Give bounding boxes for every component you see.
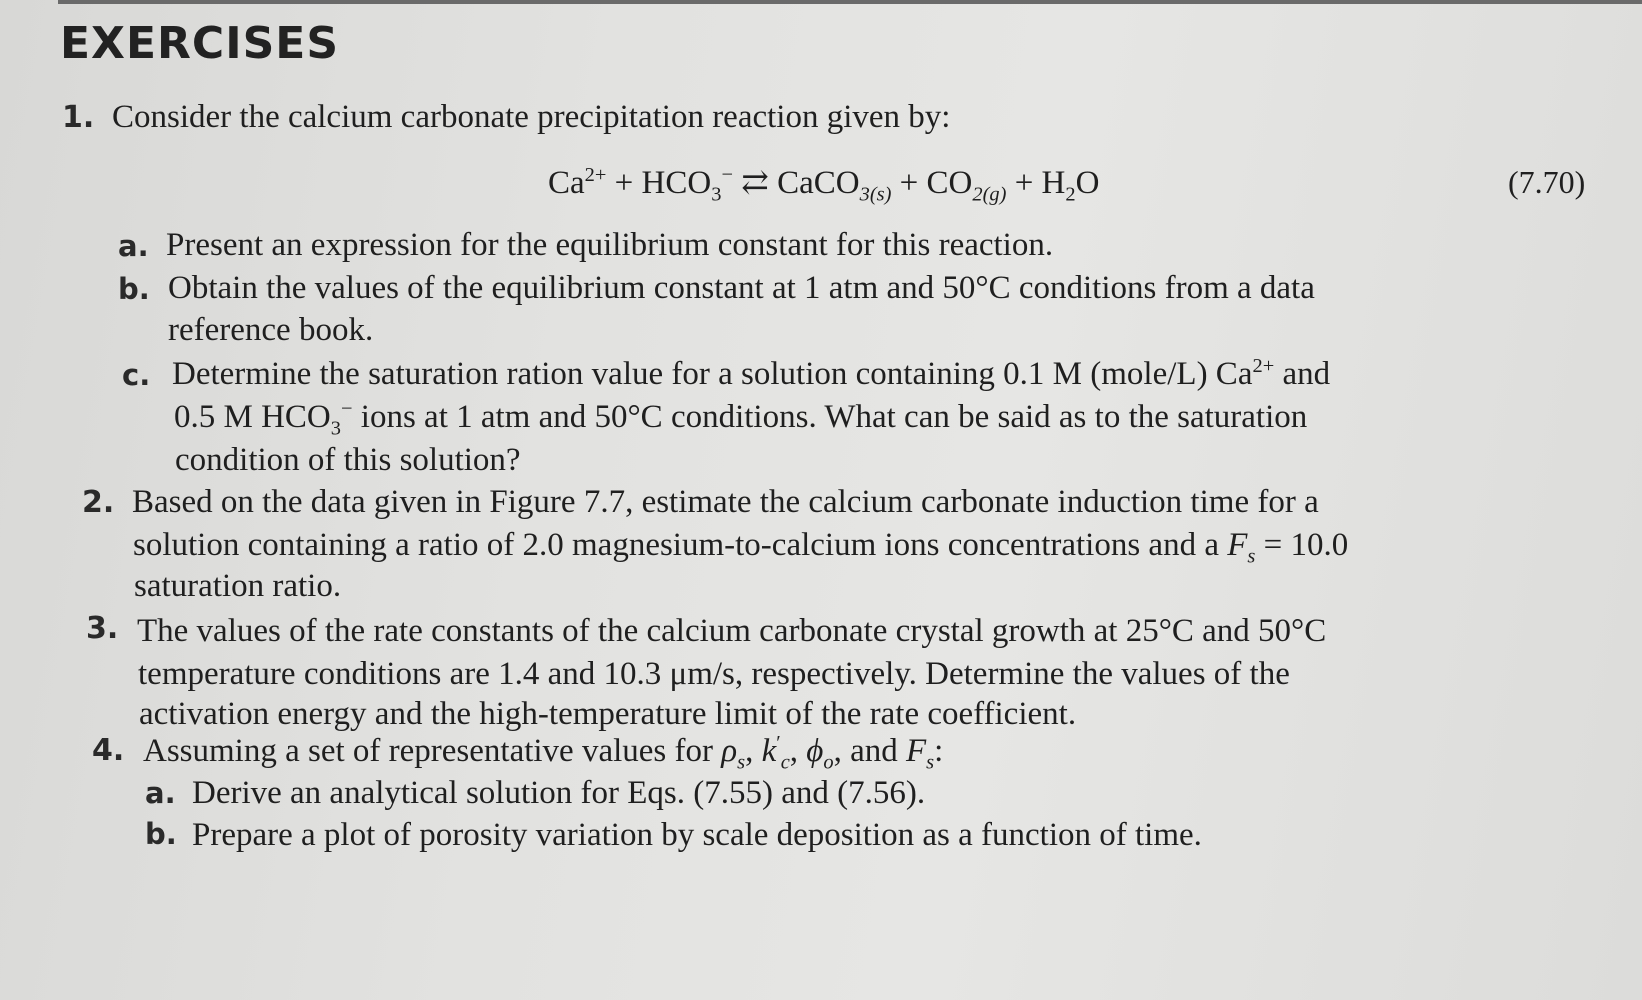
- reaction-equation: $Ca^{2+} + HCO_3^-$ ⇄ CaCO$_{3(s)}$ + $CO_{2(g)} + H_2O$: [548, 164, 1100, 206]
- q4a-text: Derive an analytical solution for Eqs. (7.55) and (7.56).: [192, 775, 926, 811]
- q2-line3: saturation ratio.: [134, 568, 342, 604]
- q3-line3: activation energy and the high-temperature limit of the rate coefficient.: [139, 696, 1077, 732]
- q4-number: 4.: [92, 733, 125, 768]
- q2-line2: solution containing a ratio of 2.0 magnesium-to-calcium ions concentrations and a $F_s = 10.0$: [133, 527, 1349, 568]
- q1c-line2: 0.5 M $HCO_3^-$ ions at 1 atm and 50°C conditions. What can be said as to the saturation: [174, 398, 1308, 440]
- q2-number: 2.: [82, 485, 115, 520]
- q1-text: Consider the calcium carbonate precipitation reaction given by:: [112, 99, 951, 135]
- q4a-label: a.: [145, 776, 176, 810]
- q4b-label: b.: [145, 817, 177, 851]
- q1c-line3: condition of this solution?: [175, 442, 521, 478]
- q1b-label: b.: [118, 272, 150, 306]
- top-rule: [58, 0, 1642, 4]
- q1a-text: Present an expression for the equilibrium constant for this reaction.: [166, 227, 1054, 263]
- q3-line1: The values of the rate constants of the calcium carbonate crystal growth at 25°C and 50°C: [137, 613, 1327, 649]
- q1c-label: c.: [122, 358, 151, 392]
- q1b-line2: reference book.: [168, 312, 374, 348]
- q1-number: 1.: [62, 100, 95, 135]
- q1c-line1: Determine the saturation ration value for a solution containing 0.1 M (mole/L) $Ca^{2+}$ and: [172, 355, 1331, 392]
- section-heading: EXERCISES: [60, 18, 340, 69]
- q4-text: Assuming a set of representative values for $\rho_s$, $k'_c$, $\phi_o$, and $F_s$:: [143, 732, 944, 774]
- q2-line1: Based on the data given in Figure 7.7, estimate the calcium carbonate induction time for a: [132, 484, 1319, 520]
- equation-number: (7.70): [1508, 164, 1586, 200]
- q3-number: 3.: [86, 611, 119, 646]
- q1b-line1: Obtain the values of the equilibrium constant at 1 atm and 50°C conditions from a data: [168, 270, 1315, 306]
- q1a-label: a.: [118, 229, 149, 263]
- q4b-text: Prepare a plot of porosity variation by scale deposition as a function of time.: [192, 817, 1202, 853]
- q3-line2: temperature conditions are 1.4 and 10.3 μm/s, respectively. Determine the values of the: [138, 656, 1290, 692]
